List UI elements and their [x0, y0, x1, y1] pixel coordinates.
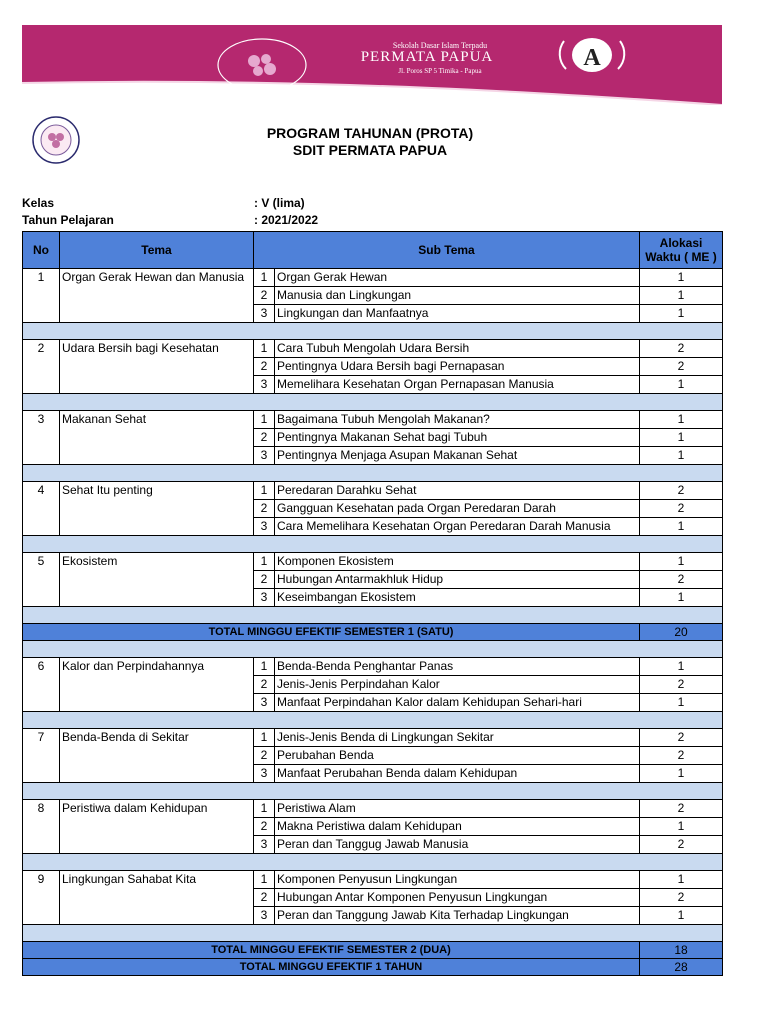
table-row: [23, 571, 723, 589]
time-allocation: 1: [640, 287, 723, 305]
sub-theme-number: 1: [254, 340, 275, 358]
sub-theme-name: Organ Gerak Hewan: [275, 269, 640, 287]
sub-theme-number: 3: [254, 765, 275, 783]
kelas-label: Kelas: [22, 196, 55, 210]
theme-name: [60, 889, 254, 907]
theme-number: [23, 429, 60, 447]
theme-name: Ekosistem: [60, 553, 254, 571]
theme-number: [23, 694, 60, 712]
separator-cell: [23, 394, 723, 411]
tahun-value: : 2021/2022: [254, 213, 319, 227]
school-address: Jl. Poros SP 5 Timika - Papua: [398, 67, 482, 75]
accreditation-letter: A: [583, 45, 601, 71]
sub-theme-number: 2: [254, 889, 275, 907]
theme-number: [23, 836, 60, 854]
separator-row: [23, 783, 723, 800]
theme-number: [23, 676, 60, 694]
sub-theme-name: Manfaat Perpindahan Kalor dalam Kehidupan Sehari-hari: [275, 694, 640, 712]
tahun-label: Tahun Pelajaran: [22, 213, 114, 227]
total-semester-2-label: TOTAL MINGGU EFEKTIF SEMESTER 2 (DUA): [23, 942, 640, 959]
time-allocation: 1: [640, 589, 723, 607]
header-alokasi-line-1: Alokasi: [659, 236, 703, 250]
time-allocation: 1: [640, 411, 723, 429]
theme-name: [60, 447, 254, 465]
table-row: [23, 447, 723, 465]
time-allocation: 2: [640, 482, 723, 500]
theme-number: 9: [23, 871, 60, 889]
table-row: [23, 500, 723, 518]
table-row: [23, 871, 723, 889]
prota-table: [22, 231, 723, 976]
header-alokasi: [640, 232, 723, 269]
school-type: Sekolah Dasar Islam Terpadu: [392, 41, 488, 50]
sub-theme-name: Peredaran Darahku Sehat: [275, 482, 640, 500]
total-semester-2-value: 18: [640, 942, 723, 959]
theme-name: [60, 694, 254, 712]
table-row: [23, 518, 723, 536]
sub-theme-number: 3: [254, 518, 275, 536]
separator-row: [23, 607, 723, 624]
theme-number: 6: [23, 658, 60, 676]
school-emblem: [212, 35, 312, 95]
sub-theme-name: Gangguan Kesehatan pada Organ Peredaran Darah: [275, 500, 640, 518]
sub-theme-name: Jenis-Jenis Benda di Lingkungan Sekitar: [275, 729, 640, 747]
sub-theme-number: 1: [254, 800, 275, 818]
theme-name: [60, 676, 254, 694]
theme-name: [60, 571, 254, 589]
theme-name: [60, 376, 254, 394]
theme-number: 1: [23, 269, 60, 287]
theme-number: [23, 747, 60, 765]
time-allocation: 1: [640, 907, 723, 925]
separator-cell: [23, 607, 723, 624]
total-semester-1: [23, 624, 723, 641]
sub-theme-name: Hubungan Antarmakhluk Hidup: [275, 571, 640, 589]
separator-row: [23, 536, 723, 553]
theme-number: 4: [23, 482, 60, 500]
sub-theme-number: 1: [254, 658, 275, 676]
sub-theme-name: Komponen Penyusun Lingkungan: [275, 871, 640, 889]
table-row: [23, 765, 723, 783]
sub-theme-number: 1: [254, 482, 275, 500]
time-allocation: 1: [640, 818, 723, 836]
time-allocation: 2: [640, 500, 723, 518]
separator-row: [23, 641, 723, 658]
sub-theme-number: 2: [254, 429, 275, 447]
theme-number: 7: [23, 729, 60, 747]
time-allocation: 2: [640, 836, 723, 854]
sub-theme-name: Cara Tubuh Mengolah Udara Bersih: [275, 340, 640, 358]
sub-theme-number: 2: [254, 818, 275, 836]
table-row: [23, 376, 723, 394]
theme-name: [60, 305, 254, 323]
theme-name: [60, 518, 254, 536]
theme-name: [60, 429, 254, 447]
sub-theme-number: 3: [254, 305, 275, 323]
theme-name: [60, 287, 254, 305]
sub-theme-number: 3: [254, 589, 275, 607]
theme-name: Peristiwa dalam Kehidupan: [60, 800, 254, 818]
time-allocation: 2: [640, 729, 723, 747]
table-row: [23, 287, 723, 305]
sub-theme-name: Manusia dan Lingkungan: [275, 287, 640, 305]
table-row: [23, 429, 723, 447]
sub-theme-number: 2: [254, 358, 275, 376]
time-allocation: 2: [640, 340, 723, 358]
sub-theme-name: Pentingnya Makanan Sehat bagi Tubuh: [275, 429, 640, 447]
theme-name: [60, 765, 254, 783]
sub-theme-number: 1: [254, 871, 275, 889]
table-row: [23, 589, 723, 607]
separator-row: [23, 854, 723, 871]
table-row: [23, 358, 723, 376]
theme-number: [23, 376, 60, 394]
title-line-2: SDIT PERMATA PAPUA: [292, 142, 448, 158]
table-body: [23, 269, 723, 976]
sub-theme-name: Perubahan Benda: [275, 747, 640, 765]
table-row: [23, 269, 723, 287]
sub-theme-name: Komponen Ekosistem: [275, 553, 640, 571]
table-row: [23, 305, 723, 323]
school-logo: [22, 115, 90, 165]
theme-number: [23, 287, 60, 305]
separator-cell: [23, 536, 723, 553]
theme-name: Makanan Sehat: [60, 411, 254, 429]
table-row: [23, 340, 723, 358]
theme-name: [60, 818, 254, 836]
separator-cell: [23, 783, 723, 800]
total-year-value: 28: [640, 959, 723, 976]
sub-theme-number: 3: [254, 694, 275, 712]
kelas-row: [22, 195, 305, 211]
kelas-value: : V (lima): [254, 196, 305, 210]
theme-number: 2: [23, 340, 60, 358]
time-allocation: 1: [640, 765, 723, 783]
separator-row: [23, 394, 723, 411]
theme-name: [60, 836, 254, 854]
header-alokasi-line-2: Waktu ( ME ): [645, 250, 717, 264]
sub-theme-name: Manfaat Perubahan Benda dalam Kehidupan: [275, 765, 640, 783]
table-row: [23, 889, 723, 907]
sub-theme-name: Peran dan Tanggung Jawab Kita Terhadap Lingkungan: [275, 907, 640, 925]
time-allocation: 1: [640, 518, 723, 536]
sub-theme-name: Cara Memelihara Kesehatan Organ Peredaran Darah Manusia: [275, 518, 640, 536]
theme-number: 8: [23, 800, 60, 818]
theme-number: [23, 571, 60, 589]
separator-cell: [23, 854, 723, 871]
sub-theme-name: Hubungan Antar Komponen Penyusun Lingkungan: [275, 889, 640, 907]
separator-cell: [23, 925, 723, 942]
time-allocation: 1: [640, 658, 723, 676]
time-allocation: 1: [640, 871, 723, 889]
theme-number: [23, 765, 60, 783]
separator-row: [23, 465, 723, 482]
theme-number: [23, 500, 60, 518]
school-name: PERMATA PAPUA: [360, 49, 494, 65]
separator-cell: [23, 323, 723, 340]
time-allocation: 1: [640, 429, 723, 447]
theme-number: [23, 447, 60, 465]
theme-name: Kalor dan Perpindahannya: [60, 658, 254, 676]
accreditation-badge: [552, 35, 632, 75]
theme-name: [60, 589, 254, 607]
separator-row: [23, 323, 723, 340]
theme-number: [23, 589, 60, 607]
theme-name: Organ Gerak Hewan dan Manusia: [60, 269, 254, 287]
time-allocation: 2: [640, 800, 723, 818]
sub-theme-number: 3: [254, 376, 275, 394]
sub-theme-name: Jenis-Jenis Perpindahan Kalor: [275, 676, 640, 694]
sub-theme-number: 2: [254, 676, 275, 694]
sub-theme-name: Peran dan Tanggug Jawab Manusia: [275, 836, 640, 854]
table-row: [23, 836, 723, 854]
table-row: [23, 482, 723, 500]
total-semester-1-value: 20: [640, 624, 723, 641]
theme-name: [60, 500, 254, 518]
total-semester-2: [23, 942, 723, 959]
sub-theme-number: 1: [254, 729, 275, 747]
sub-theme-number: 2: [254, 571, 275, 589]
separator-cell: [23, 712, 723, 729]
sub-theme-name: Peristiwa Alam: [275, 800, 640, 818]
sub-theme-name: Pentingnya Udara Bersih bagi Pernapasan: [275, 358, 640, 376]
theme-name: Sehat Itu penting: [60, 482, 254, 500]
header-tema: Tema: [60, 232, 254, 269]
sub-theme-name: Lingkungan dan Manfaatnya: [275, 305, 640, 323]
title-line-1: PROGRAM TAHUNAN (PROTA): [266, 125, 474, 141]
theme-number: [23, 889, 60, 907]
theme-number: [23, 305, 60, 323]
time-allocation: 2: [640, 747, 723, 765]
separator-cell: [23, 641, 723, 658]
theme-name: [60, 907, 254, 925]
time-allocation: 1: [640, 305, 723, 323]
theme-number: 3: [23, 411, 60, 429]
time-allocation: 1: [640, 694, 723, 712]
header-sub-tema: Sub Tema: [254, 232, 640, 269]
sub-theme-name: Memelihara Kesehatan Organ Pernapasan Manusia: [275, 376, 640, 394]
sub-theme-number: 1: [254, 269, 275, 287]
sub-theme-name: Benda-Benda Penghantar Panas: [275, 658, 640, 676]
separator-row: [23, 925, 723, 942]
time-allocation: 2: [640, 889, 723, 907]
sub-theme-name: Makna Peristiwa dalam Kehidupan: [275, 818, 640, 836]
table-row: [23, 818, 723, 836]
time-allocation: 1: [640, 269, 723, 287]
separator-cell: [23, 465, 723, 482]
theme-number: [23, 907, 60, 925]
sub-theme-number: 3: [254, 836, 275, 854]
table-row: [23, 694, 723, 712]
sub-theme-name: Pentingnya Menjaga Asupan Makanan Sehat: [275, 447, 640, 465]
theme-name: Lingkungan Sahabat Kita: [60, 871, 254, 889]
tahun-row: [22, 212, 319, 228]
sub-theme-number: 2: [254, 287, 275, 305]
table-row: [23, 676, 723, 694]
time-allocation: 1: [640, 553, 723, 571]
sub-theme-number: 1: [254, 411, 275, 429]
sub-theme-name: Keseimbangan Ekosistem: [275, 589, 640, 607]
table-row: [23, 747, 723, 765]
time-allocation: 2: [640, 676, 723, 694]
school-banner: [22, 25, 722, 105]
theme-number: [23, 818, 60, 836]
header-no: No: [23, 232, 60, 269]
theme-name: Udara Bersih bagi Kesehatan: [60, 340, 254, 358]
table-row: [23, 729, 723, 747]
sub-theme-name: Bagaimana Tubuh Mengolah Makanan?: [275, 411, 640, 429]
table-row: [23, 800, 723, 818]
table-row: [23, 658, 723, 676]
theme-number: 5: [23, 553, 60, 571]
table-row: [23, 411, 723, 429]
sub-theme-number: 2: [254, 500, 275, 518]
sub-theme-number: 3: [254, 447, 275, 465]
total-year: [23, 959, 723, 976]
sub-theme-number: 3: [254, 907, 275, 925]
table-row: [23, 907, 723, 925]
separator-row: [23, 712, 723, 729]
total-semester-1-label: TOTAL MINGGU EFEKTIF SEMESTER 1 (SATU): [23, 624, 640, 641]
time-allocation: 2: [640, 571, 723, 589]
time-allocation: 1: [640, 376, 723, 394]
table-header-row: [23, 232, 723, 269]
time-allocation: 1: [640, 447, 723, 465]
table-row: [23, 553, 723, 571]
theme-number: [23, 518, 60, 536]
theme-name: Benda-Benda di Sekitar: [60, 729, 254, 747]
sub-theme-number: 2: [254, 747, 275, 765]
theme-number: [23, 358, 60, 376]
time-allocation: 2: [640, 358, 723, 376]
theme-name: [60, 358, 254, 376]
sub-theme-number: 1: [254, 553, 275, 571]
document-title: [200, 125, 540, 159]
total-year-label: TOTAL MINGGU EFEKTIF 1 TAHUN: [23, 959, 640, 976]
theme-name: [60, 747, 254, 765]
